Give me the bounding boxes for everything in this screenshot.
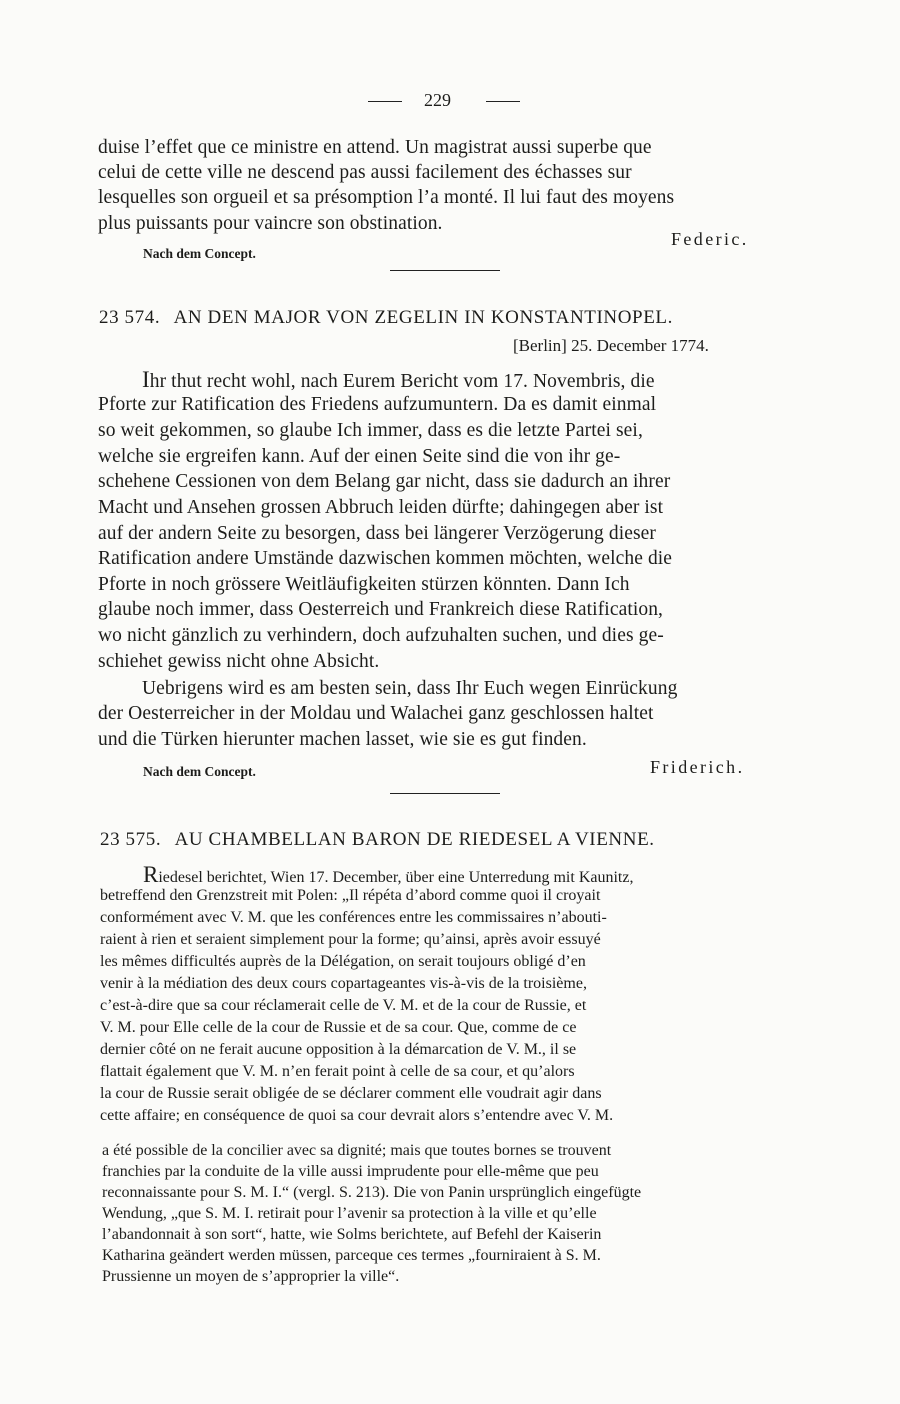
letter-23575-line-10: flattait également que V. M. n’en ferait point à celle de sa cour, et qu’alors: [100, 1063, 575, 1080]
letter-23574-line-6: Macht und Ansehen grossen Abbruch leiden dürfte; dahingegen aber ist: [98, 497, 664, 518]
section1-line-3: lesquelles son orgueil et sa présomption l’a monté. Il lui faut des moyens: [98, 187, 675, 208]
letter-23575-first-line: [143, 862, 633, 888]
header-rule-right: [486, 101, 520, 102]
letter-23574-line-5: schehene Cessionen von dem Belang gar nicht, dass sie dadurch an ihrer: [98, 471, 671, 492]
letter-23575-line-5: les mêmes difficultés auprès de la Délégation, on serait toujours obligé d’en: [100, 953, 586, 970]
letter-23574-line-7: auf der andern Seite zu besorgen, dass bei längerer Verzögerung dieser: [98, 523, 657, 544]
letter-23575-line-9: dernier côté on ne ferait aucune opposition à la démarcation de V. M., il se: [100, 1041, 577, 1058]
page-number: 229: [424, 90, 451, 110]
footnote-line-2: franchies par la conduite de la ville aussi imprudente pour elle-même que peu: [102, 1163, 599, 1180]
section-divider-2: [390, 793, 500, 794]
letter-23574-line-14: der Oesterreicher in der Moldau und Walachei ganz geschlossen haltet: [98, 703, 654, 724]
letter-23575-line-8: V. M. pour Elle celle de la cour de Russie et de sa cour. Que, comme de ce: [100, 1019, 577, 1036]
letter-23574-first-rest: hr thut recht wohl, nach Eurem Bericht vom 17. Novembris, die: [149, 371, 655, 392]
letter-23575-initial: R: [143, 862, 159, 887]
letter-23574-number: 23 574.: [99, 307, 161, 328]
letter-23575-line-11: la cour de Russie serait obligée de se déclarer comment elle voudrait agir dans: [100, 1085, 602, 1102]
letter-23574-source-note: Nach dem Concept.: [143, 764, 256, 779]
footnote-line-3: reconnaissante pour S. M. I.“ (vergl. S. 213). Die von Panin ursprünglich eingefügte: [102, 1184, 642, 1201]
letter-23575-heading: [100, 829, 655, 851]
letter-23575-line-4: raient à rien et seraient simplement pour la forme; qu’ainsi, après avoir essuyé: [100, 931, 601, 948]
letter-23574-heading: [99, 307, 673, 329]
letter-23574-line-8: Ratification andere Umstände dazwischen kommen möchten, welche die: [98, 548, 673, 569]
letter-23575-title: AU CHAMBELLAN BARON DE RIEDESEL A VIENNE.: [174, 829, 655, 850]
letter-23575-first-rest: iedesel berichtet, Wien 17. December, über eine Unterredung mit Kaunitz,: [158, 869, 634, 886]
letter-23574-first-line: [142, 367, 655, 393]
section1-line-4: plus puissants pour vaincre son obstination.: [98, 213, 443, 234]
footnote-line-7: Prussienne un moyen de s’approprier la ville“.: [102, 1268, 400, 1285]
letter-23574-line-13: Uebrigens wird es am besten sein, dass Ihr Euch wegen Einrückung: [142, 678, 678, 699]
section1-signature: Federic.: [671, 229, 749, 249]
letter-23575-line-2: betreffend den Grenzstreit mit Polen: „Il répéta d’abord comme quoi il croyait: [100, 887, 601, 904]
letter-23574-title: AN DEN MAJOR VON ZEGELIN IN KONSTANTINOPEL.: [173, 307, 673, 328]
letter-23575-line-6: venir à la médiation des deux cours copartageantes vis-à-vis de la troisième,: [100, 975, 587, 992]
letter-23574-line-3: so weit gekommen, so glaube Ich immer, dass es die letzte Partei sei,: [98, 420, 643, 441]
footnote-line-4: Wendung, „que S. M. I. retirait pour l’avenir sa protection à la ville et qu’elle: [102, 1205, 597, 1222]
letter-23574-line-12: schiehet gewiss nicht ohne Absicht.: [98, 651, 380, 672]
footnote-line-6: Katharina geändert werden müssen, parceque ces termes „fourniraient à S. M.: [102, 1247, 601, 1264]
header-rule-left: [368, 101, 402, 102]
section1-source-note: Nach dem Concept.: [143, 246, 256, 261]
letter-23575-line-3: conformément avec V. M. que les conférences entre les commissaires n’abouti-: [100, 909, 607, 926]
letter-23574-initial: I: [142, 367, 150, 392]
letter-23575-line-7: c’est-à-dire que sa cour réclamerait celle de V. M. et de la cour de Russie, et: [100, 997, 587, 1014]
section1-line-2: celui de cette ville ne descend pas aussi facilement des échasses sur: [98, 162, 632, 183]
section1-line-1: duise l’effet que ce ministre en attend. Un magistrat aussi superbe que: [98, 137, 652, 158]
letter-23574-line-11: wo nicht gänzlich zu verhindern, doch aufzuhalten suchen, und dies ge-: [98, 625, 664, 646]
section-divider-1: [390, 270, 500, 271]
letter-23574-line-15: und die Türken hierunter machen lasset, wie sie es gut finden.: [98, 729, 587, 750]
letter-23575-line-12: cette affaire; en conséquence de quoi sa cour devrait alors s’entendre avec V. M.: [100, 1107, 614, 1124]
letter-23574-line-4: welche sie ergreifen kann. Auf der einen Seite sind die von ihr ge-: [98, 446, 621, 467]
letter-23574-place-date: [Berlin] 25. December 1774.: [513, 336, 709, 355]
footnote-line-1: a été possible de la concilier avec sa dignité; mais que toutes bornes se trouvent: [102, 1142, 612, 1159]
letter-23575-number: 23 575.: [100, 829, 162, 850]
letter-23574-line-10: glaube noch immer, dass Oesterreich und Frankreich diese Ratification,: [98, 599, 664, 620]
footnote-line-5: l’abandonnait à son sort“, hatte, wie Solms berichtete, auf Befehl der Kaiserin: [102, 1226, 602, 1243]
letter-23574-line-2: Pforte zur Ratification des Friedens aufzumuntern. Da es damit einmal: [98, 394, 657, 415]
letter-23574-line-9: Pforte in noch grössere Weitläufigkeiten stürzen könnten. Dann Ich: [98, 574, 630, 595]
letter-23574-signature: Friderich.: [650, 757, 745, 777]
